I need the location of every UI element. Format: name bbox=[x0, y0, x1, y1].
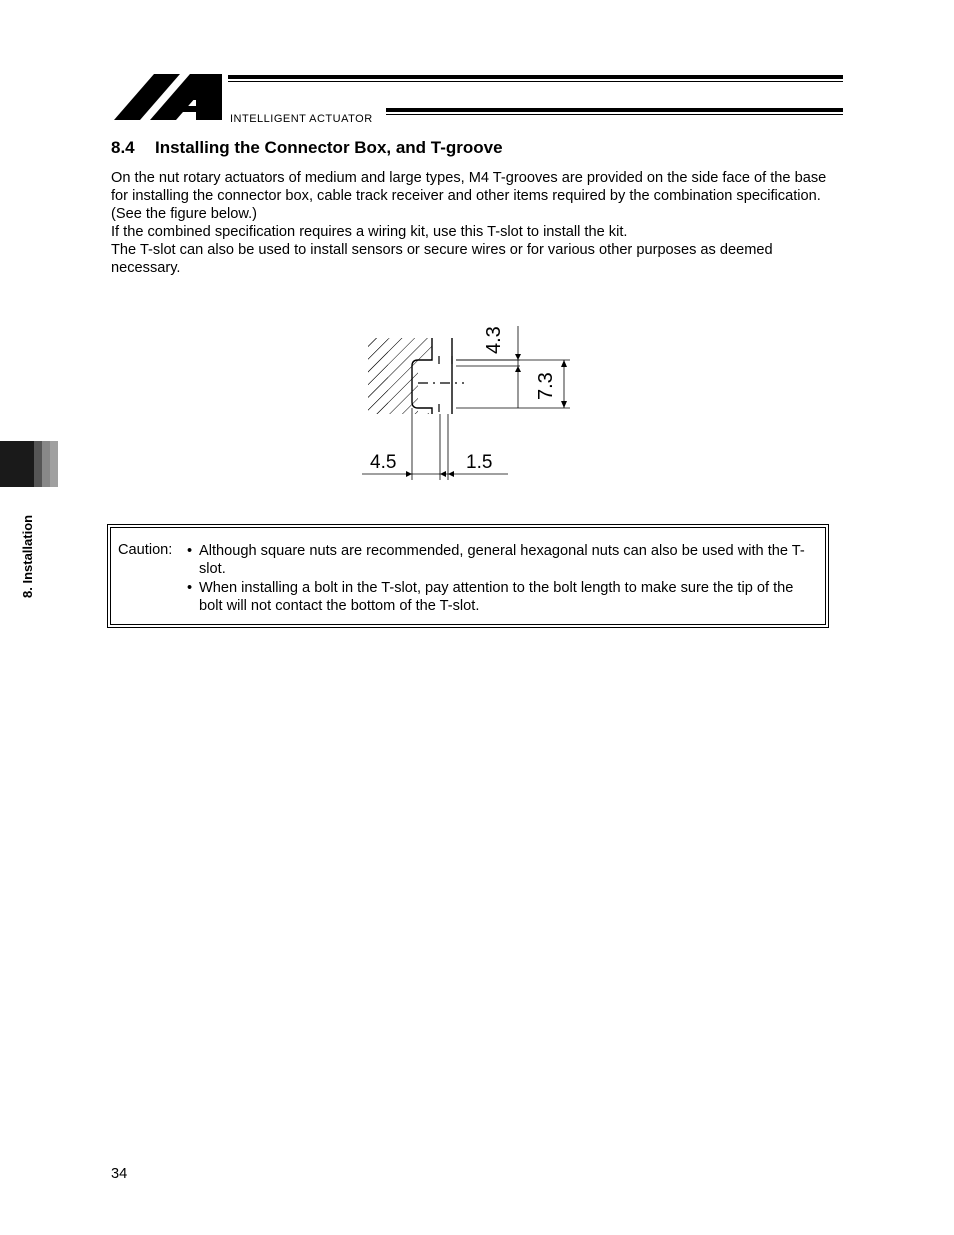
t-slot-figure bbox=[360, 316, 580, 482]
list-item bbox=[187, 579, 817, 615]
chapter-label: 8. Installation bbox=[20, 514, 35, 598]
dim-label-top: 4.3 bbox=[483, 326, 505, 354]
chapter-tab-graphic bbox=[0, 441, 60, 487]
bullet: • bbox=[187, 580, 193, 596]
dim-label-height: 7.3 bbox=[535, 372, 557, 400]
list-item bbox=[187, 542, 817, 578]
t-slot-drawing bbox=[360, 316, 580, 482]
iai-logo bbox=[110, 70, 845, 125]
paragraph: The T-slot can also be used to install sensors or secure wires or for various other purposes as deemed necessary. bbox=[111, 242, 773, 276]
caution-item-text: Although square nuts are recommended, general hexagonal nuts can also be used with the T-slot. bbox=[199, 543, 805, 577]
caution-list bbox=[187, 542, 817, 616]
dim-label-neck: 1.5 bbox=[466, 452, 493, 473]
caution-label: Caution: bbox=[118, 542, 173, 558]
section-title bbox=[111, 138, 503, 158]
page-number: 34 bbox=[111, 1166, 128, 1182]
dim-label-depth: 4.5 bbox=[370, 452, 397, 473]
section-title-text: Installing the Connector Box, and T-groove bbox=[155, 138, 503, 157]
iai-logo-graphic bbox=[110, 70, 845, 125]
chapter-tab bbox=[0, 441, 60, 487]
paragraph: On the nut rotary actuators of medium and large types, M4 T-grooves are provided on the side face of the base for installing the connector box, cable track receiver and other items required by the combination specification. (See the figure below.) bbox=[111, 170, 827, 222]
body-text bbox=[111, 169, 846, 277]
bullet: • bbox=[187, 543, 193, 559]
section-number: 8.4 bbox=[111, 138, 135, 157]
paragraph: If the combined specification requires a wiring kit, use this T-slot to install the kit. bbox=[111, 224, 628, 240]
caution-box bbox=[110, 527, 826, 625]
logo-text: INTELLIGENT ACTUATOR bbox=[230, 113, 373, 125]
caution-item-text: When installing a bolt in the T-slot, pay attention to the bolt length to make sure the tip of the bolt will not contact the bottom of the T-slot. bbox=[199, 580, 794, 614]
